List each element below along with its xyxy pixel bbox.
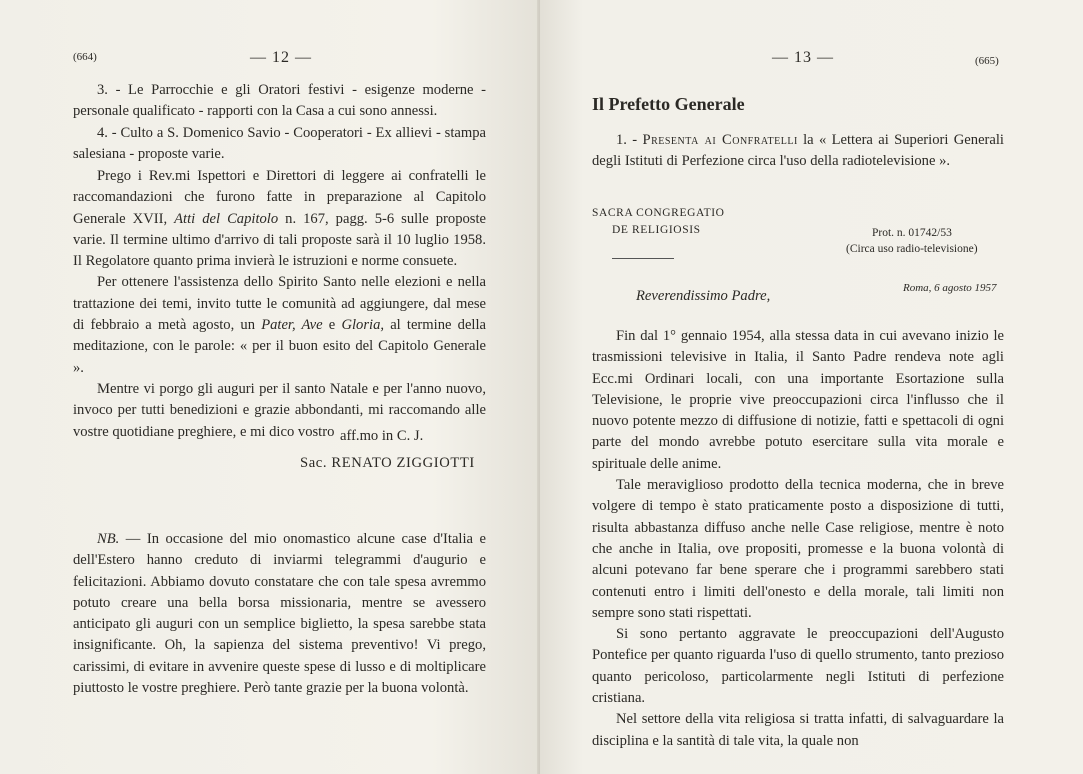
letter-body xyxy=(592,326,1004,752)
letter-paragraph: Si sono pertanto aggravate le preoccupazioni dell'Augusto Pontefice per quanto riguarda l'uso di quello strumento, tanto prezioso quanto pericoloso, particolarmente negli Istituti di perfezione cristiana. xyxy=(592,626,1004,707)
letter-paragraph: Nel settore della vita religiosa si tratta infatti, di salvaguardare la disciplina e la santità di tale vita, la quale non xyxy=(592,711,1004,749)
letter-date: Roma, 6 agosto 1957 xyxy=(903,282,997,294)
right-folio: (665) xyxy=(975,55,999,67)
letter-paragraph: Fin dal 1° gennaio 1954, alla stessa data in cui avevano inizio le trasmissioni televisive in Italia, il Santo Padre rendeva note agli Ecc.mi Ordinari locali, con una importante Esortazione sulla Televisione, le proprie vive preoccupazioni circa l'influsso che il nuovo potente mezzo di diffusione di notizie, fatti e spettacoli di ogni parte del mondo avrebbe potuto esercitare sulla vita morale e spirituale delle anime. xyxy=(592,328,1004,472)
signature: Sac. RENATO ZIGGIOTTI xyxy=(300,455,475,471)
right-page-number: — 13 — xyxy=(772,49,834,66)
sender-line-2: DE RELIGIOSIS xyxy=(612,224,701,236)
sender-underline xyxy=(612,258,674,259)
section-heading: Il Prefetto Generale xyxy=(592,94,745,114)
agenda-list xyxy=(73,80,486,165)
left-page-number: — 12 — xyxy=(250,49,312,66)
nb-text: — In occasione del mio onomastico alcune case d'Italia e dell'Estero hanno creduto di inviarmi telegrammi d'augurio e felicitazioni. Abbiamo dovuto constatare che con tale spesa avremmo potuto creare una bella borsa missionaria, mentre se avessero anticipato gli auguri con un semplice biglietto, la spesa sarebbe stata insignificante. Oh, la sapienza del sistema preventivo! Vi prego, carissimi, di evitare in avvenire queste spese di lusso e di moltiplicare piuttosto le vostre preghiere. Però tante grazie per la buona volontà. xyxy=(73,531,486,697)
sender-line-1: SACRA CONGREGATIO xyxy=(592,207,725,219)
paragraph-greetings: Mentre vi porgo gli auguri per il santo Natale e per l'anno nuovo, invoco per tutti benedizioni e grazie abbondanti, mi raccomando alle vostre quotidiane preghiere, e mi dico vostro xyxy=(73,380,486,440)
nb-label: NB. xyxy=(97,531,120,547)
protocol-note: (Circa uso radio-televisione) xyxy=(846,243,978,255)
body-text xyxy=(73,166,486,443)
left-page xyxy=(0,0,540,774)
item-1: 1. - Presenta ai Confratelli la « Lettera ai Superiori Generali degli Istituti di Perfezione circa l'uso della radiotelevisione ». xyxy=(592,132,1004,170)
salutation: Reverendissimo Padre, xyxy=(636,288,771,304)
protocol-number: Prot. n. 01742/53 xyxy=(872,227,952,239)
agenda-item-3: 3. - Le Parrocchie e gli Oratori festivi - esigenze moderne - personale qualificato - rapporti con la Casa a cui sono annessi. xyxy=(73,82,486,120)
paragraph-holy-spirit: Per ottenere l'assistenza dello Spirito Santo nelle elezioni e nella trattazione dei temi, invito tutte le comunità ad aggiungere, dal mese di febbraio a metà agosto, un Pater, Ave e Gloria, al termine della meditazione, con le parole: « per il buon esito del Capitolo Generale ». xyxy=(73,274,487,376)
agenda-item-4: 4. - Culto a S. Domenico Savio - Cooperatori - Ex allievi - stampa salesiana - proposte varie. xyxy=(73,124,486,162)
left-folio: (664) xyxy=(73,51,97,63)
closing-formula: aff.mo in C. J. xyxy=(340,428,424,444)
letter-paragraph: Tale meraviglioso prodotto della tecnica moderna, che in breve volgere di tempo è stato praticamente posto a disposizione di tutti, risulta abbastanza diffuso anche nelle Case religiose, mentre è noto che anche in Italia, ove propositi, promesse e la buona volontà di alcuni potevano far bene sperare che i programmi sarebbero stati contenuti entro i limiti dell'onesto e della morale, tali limiti non sempre sono stati rispettati. xyxy=(592,477,1004,621)
nota-bene xyxy=(73,529,486,699)
paragraph-proposals: Prego i Rev.mi Ispettori e Direttori di leggere ai confratelli le raccomandazioni che furono fatte in preparazione al Capitolo Generale XVII, Atti del Capitolo n. 167, pagg. 5-6 sulle proposte varie. Il termine ultimo d'arrivo di tali proposte sarà il 10 luglio 1958. Il Regolatore quanto prima invierà le istruzioni e norme consuete. xyxy=(73,168,486,270)
